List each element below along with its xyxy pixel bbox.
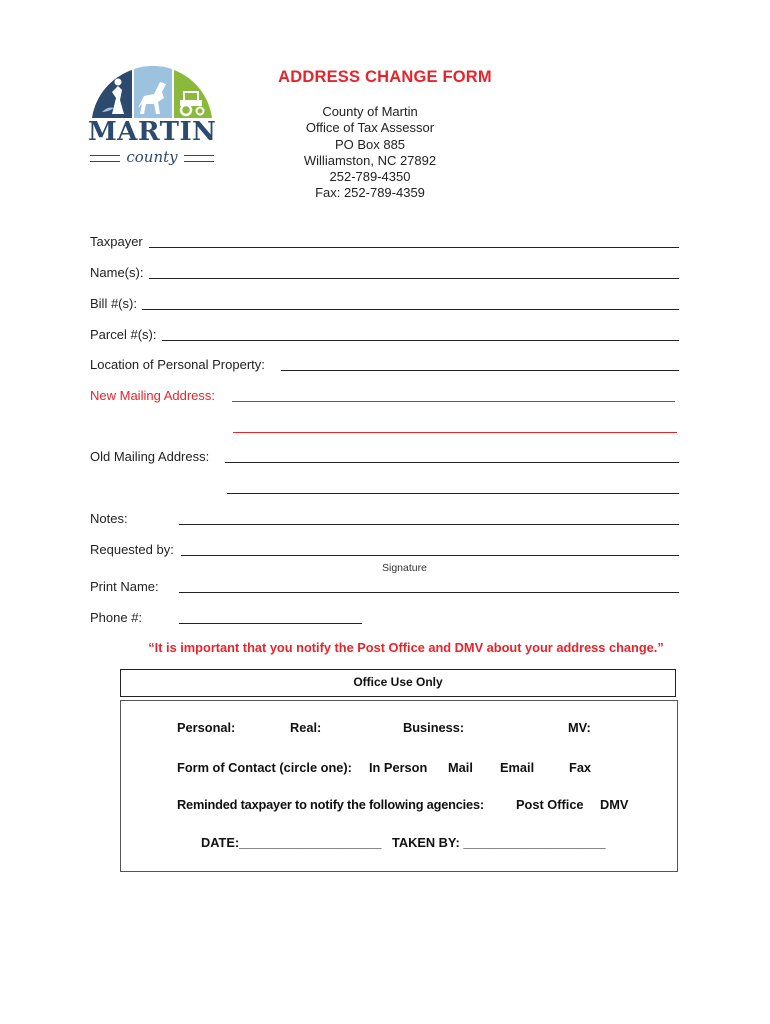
logo-rule-right [184,155,214,162]
personal-label: Personal: [177,720,236,735]
location-label: Location of Personal Property: [90,357,265,372]
mv-label: MV: [568,720,591,735]
office-line: 252-789-4350 [329,169,411,185]
phone-field[interactable] [179,623,362,624]
requested-by-label: Requested by: [90,542,174,557]
names-field[interactable] [149,278,679,279]
contact-option: Fax [569,760,592,775]
office-use-heading: Office Use Only [353,675,443,689]
bill-label: Bill #(s): [90,296,137,311]
reminded-label: Reminded taxpayer to notify the following agencies: [177,797,484,812]
location-field[interactable] [281,370,679,371]
logo-subword: county [126,148,178,166]
office-use-header [120,669,676,697]
agency-option: DMV [600,797,629,812]
logo-wordmark: MARTIN [88,117,217,147]
old-address-label: Old Mailing Address: [90,449,210,464]
notice-text: “It is important that you notify the Post Office and DMV about your address change.” [148,640,664,655]
contact-label: Form of Contact (circle one): [177,760,352,775]
names-label: Name(s): [90,265,144,280]
bill-field[interactable] [142,309,679,310]
office-line: Office of Tax Assessor [305,120,435,136]
logo-rule-left [90,155,120,162]
notes-label: Notes: [90,511,128,526]
date-field: DATE:____________________ [201,835,382,850]
signature-caption: Signature [382,562,427,574]
contact-option: Mail [448,760,473,775]
real-label: Real: [290,720,322,735]
business-label: Business: [403,720,465,735]
taxpayer-label: Taxpayer [90,234,143,249]
martin-county-logo [88,62,216,172]
parcel-field[interactable] [162,340,679,341]
parcel-label: Parcel #(s): [90,327,157,342]
old-address-field-2[interactable] [227,493,679,494]
taxpayer-field[interactable] [149,247,679,248]
new-address-label: New Mailing Address: [90,388,215,403]
form-title: ADDRESS CHANGE FORM [278,68,492,86]
office-line: County of Martin [322,104,418,119]
agency-option: Post Office [516,797,584,812]
contact-option: In Person [369,760,428,775]
notes-field[interactable] [179,524,679,525]
office-line: Fax: 252-789-4359 [315,185,425,201]
office-line: Williamston, NC 27892 [303,152,437,168]
phone-label: Phone #: [90,610,143,625]
new-address-field-2[interactable] [233,432,677,433]
taken-by-field: TAKEN BY: ____________________ [392,835,606,850]
old-address-field-1[interactable] [225,462,679,463]
new-address-field-1[interactable] [232,401,675,402]
office-line: PO Box 885 [334,136,406,152]
office-address [250,104,490,202]
contact-option: Email [500,760,535,775]
signature-field[interactable] [181,555,679,556]
print-name-label: Print Name: [90,579,159,594]
print-name-field[interactable] [179,592,679,593]
